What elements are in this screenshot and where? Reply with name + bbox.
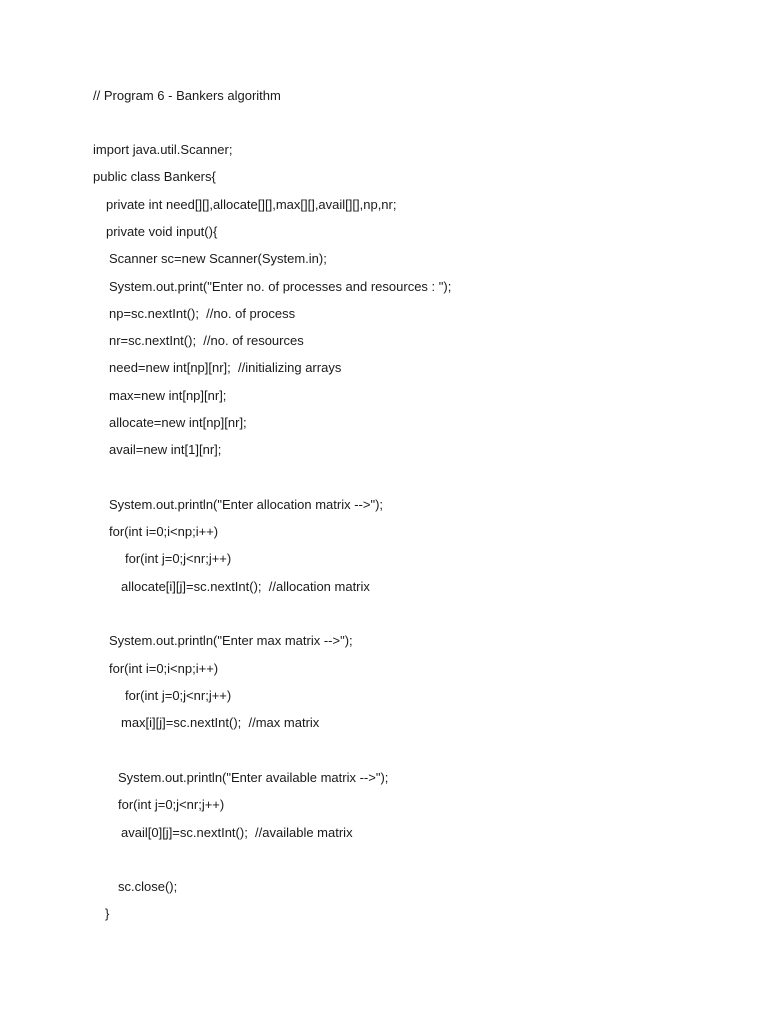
code-line-max-read: max[i][j]=sc.nextInt(); //max matrix — [121, 715, 320, 730]
code-line-alloc-read: allocate[i][j]=sc.nextInt(); //allocation matrix — [121, 579, 370, 594]
code-line-method-decl: private void input(){ — [106, 224, 218, 239]
code-line-max: max=new int[np][nr]; — [109, 388, 227, 403]
code-line-scanner: Scanner sc=new Scanner(System.in); — [109, 251, 327, 266]
code-line-need: need=new int[np][nr]; //initializing arrays — [109, 360, 342, 375]
code-line-fields: private int need[][],allocate[][],max[][],avail[][],np,nr; — [106, 197, 397, 212]
code-line-np: np=sc.nextInt(); //no. of process — [109, 306, 296, 321]
code-line-nr: nr=sc.nextInt(); //no. of resources — [109, 333, 304, 348]
code-line-for-j-alloc: for(int j=0;j<nr;j++) — [125, 551, 232, 566]
code-line-print-max: System.out.println("Enter max matrix -->"); — [109, 633, 353, 648]
code-line-avail: avail=new int[1][nr]; — [109, 442, 222, 457]
code-line-print-alloc: System.out.println("Enter allocation matrix -->"); — [109, 497, 384, 512]
code-line-print-prompt: System.out.print("Enter no. of processes and resources : "); — [109, 279, 452, 294]
code-line-print-avail: System.out.println("Enter available matrix -->"); — [118, 770, 389, 785]
code-line-avail-read: avail[0][j]=sc.nextInt(); //available matrix — [121, 825, 353, 840]
code-line-for-j-avail: for(int j=0;j<nr;j++) — [118, 797, 225, 812]
code-line-comment-title: // Program 6 - Bankers algorithm — [93, 88, 281, 103]
code-line-close-brace: } — [105, 906, 110, 921]
code-line-import: import java.util.Scanner; — [93, 142, 233, 157]
code-line-for-i-alloc: for(int i=0;i<np;i++) — [109, 524, 219, 539]
code-line-for-j-max: for(int j=0;j<nr;j++) — [125, 688, 232, 703]
code-line-for-i-max: for(int i=0;i<np;i++) — [109, 661, 219, 676]
code-line-class-decl: public class Bankers{ — [93, 169, 216, 184]
code-line-allocate: allocate=new int[np][nr]; — [109, 415, 247, 430]
code-line-scanner-close: sc.close(); — [118, 879, 178, 894]
